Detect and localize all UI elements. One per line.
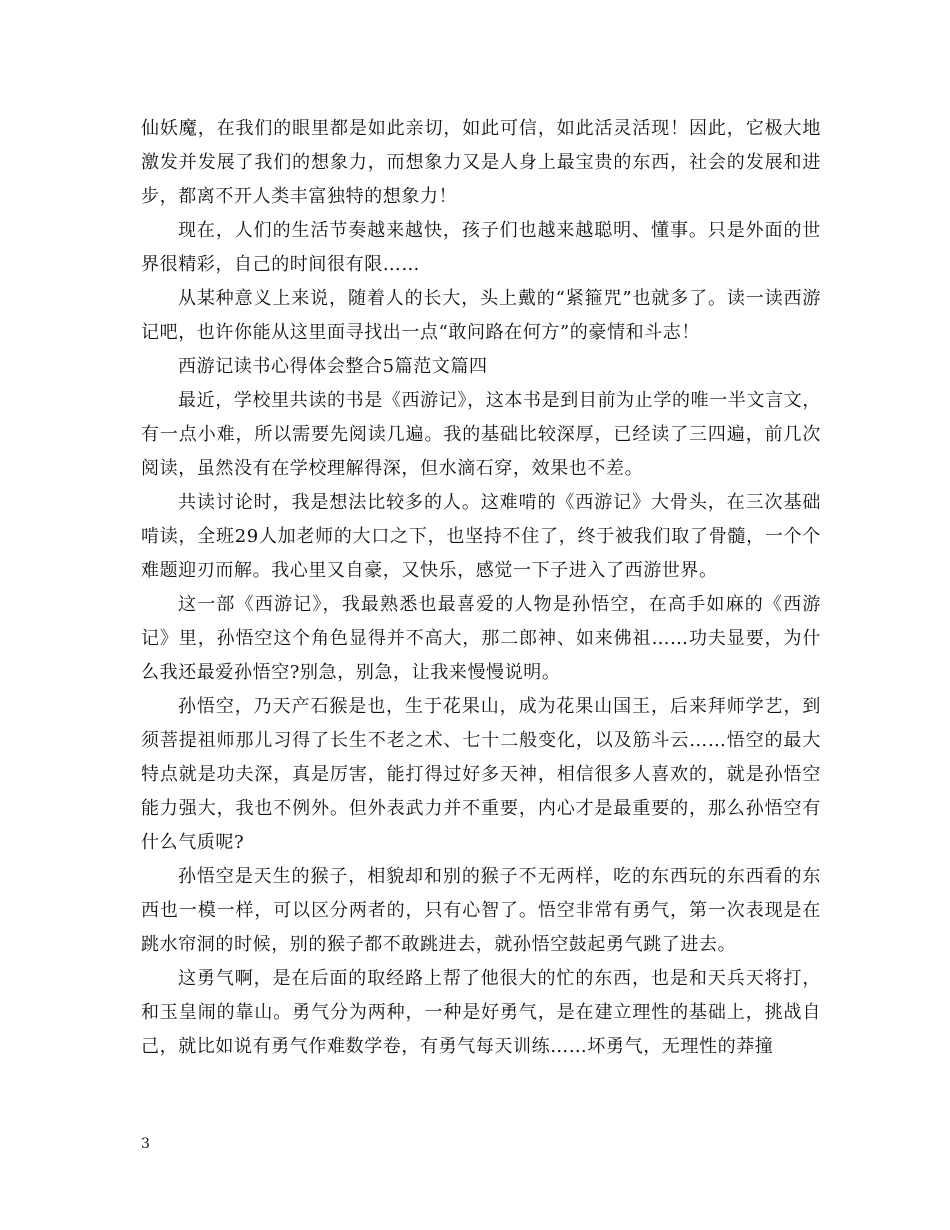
paragraph-5: 最近，学校里共读的书是《西游记》，这本书是到目前为止学的唯一半文言文，有一点小难，所以需要先阅读几遍。我的基础比较深厚，已经读了三四遍，前几次阅读，虽然没有在学校理解得深，但水滴石穿，效果也不差。 <box>141 390 821 479</box>
paragraph-7: 这一部《西游记》，我最熟悉也最喜爱的人物是孙悟空，在高手如麻的《西游记》里，孙悟空这个角色显得并不高大，那二郎神、如来佛祖……功夫显要，为什么我还最爱孙悟空?别急，别急，让我来慢慢说明。 <box>141 594 821 683</box>
paragraph-8: 孙悟空，乃天产石猴是也，生于花果山，成为花果山国王，后来拜师学艺，到须菩提祖师那儿习得了长生不老之术、七十二般变化，以及筋斗云……悟空的最大特点就是功夫深，真是厉害，能打得过好多天神，相信很多人喜欢的，就是孙悟空能力强大，我也不例外。但外表武力并不重要，内心才是最重要的，那么孙悟空有什么气质呢? <box>141 696 821 853</box>
paragraph-1: 仙妖魔，在我们的眼里都是如此亲切，如此可信，如此活灵活现！因此，它极大地激发并发展了我们的想象力，而想象力又是人身上最宝贵的东西，社会的发展和进步，都离不开人类丰富独特的想象力！ <box>141 118 821 207</box>
paragraph-6: 共读讨论时，我是想法比较多的人。这难啃的《西游记》大骨头，在三次基础啃读，全班29人加老师的大口之下，也坚持不住了，终于被我们取了骨髓，一个个难题迎刃而解。我心里又自豪，又快乐，感觉一下子进入了西游世界。 <box>141 492 821 581</box>
body-text <box>141 112 821 1064</box>
section-heading: 西游记读书心得体会整合5篇范文篇四 <box>178 356 488 377</box>
paragraph-9: 孙悟空是天生的猴子，相貌却和别的猴子不无两样，吃的东西玩的东西看的东西也一模一样，可以区分两者的，只有心智了。悟空非常有勇气，第一次表现是在跳水帘洞的时候，别的猴子都不敢跳进去，就孙悟空鼓起勇气跳了进去。 <box>141 866 821 955</box>
paragraph-3: 从某种意义上来说，随着人的长大，头上戴的“紧箍咒”也就多了。读一读西游记吧，也许你能从这里面寻找出一点“敢问路在何方”的豪情和斗志！ <box>141 288 821 343</box>
paragraph-10: 这勇气啊，是在后面的取经路上帮了他很大的忙的东西，也是和天兵天将打，和玉皇闹的靠山。勇气分为两种，一种是好勇气，是在建立理性的基础上，挑战自己，就比如说有勇气作难数学卷，有勇气每天训练……坏勇气，无理性的莽撞 <box>141 968 821 1057</box>
page-number: 3 <box>141 1136 150 1152</box>
paragraph-2: 现在，人们的生活节奏越来越快，孩子们也越来越聪明、懂事。只是外面的世界很精彩，自己的时间很有限…… <box>141 220 821 275</box>
